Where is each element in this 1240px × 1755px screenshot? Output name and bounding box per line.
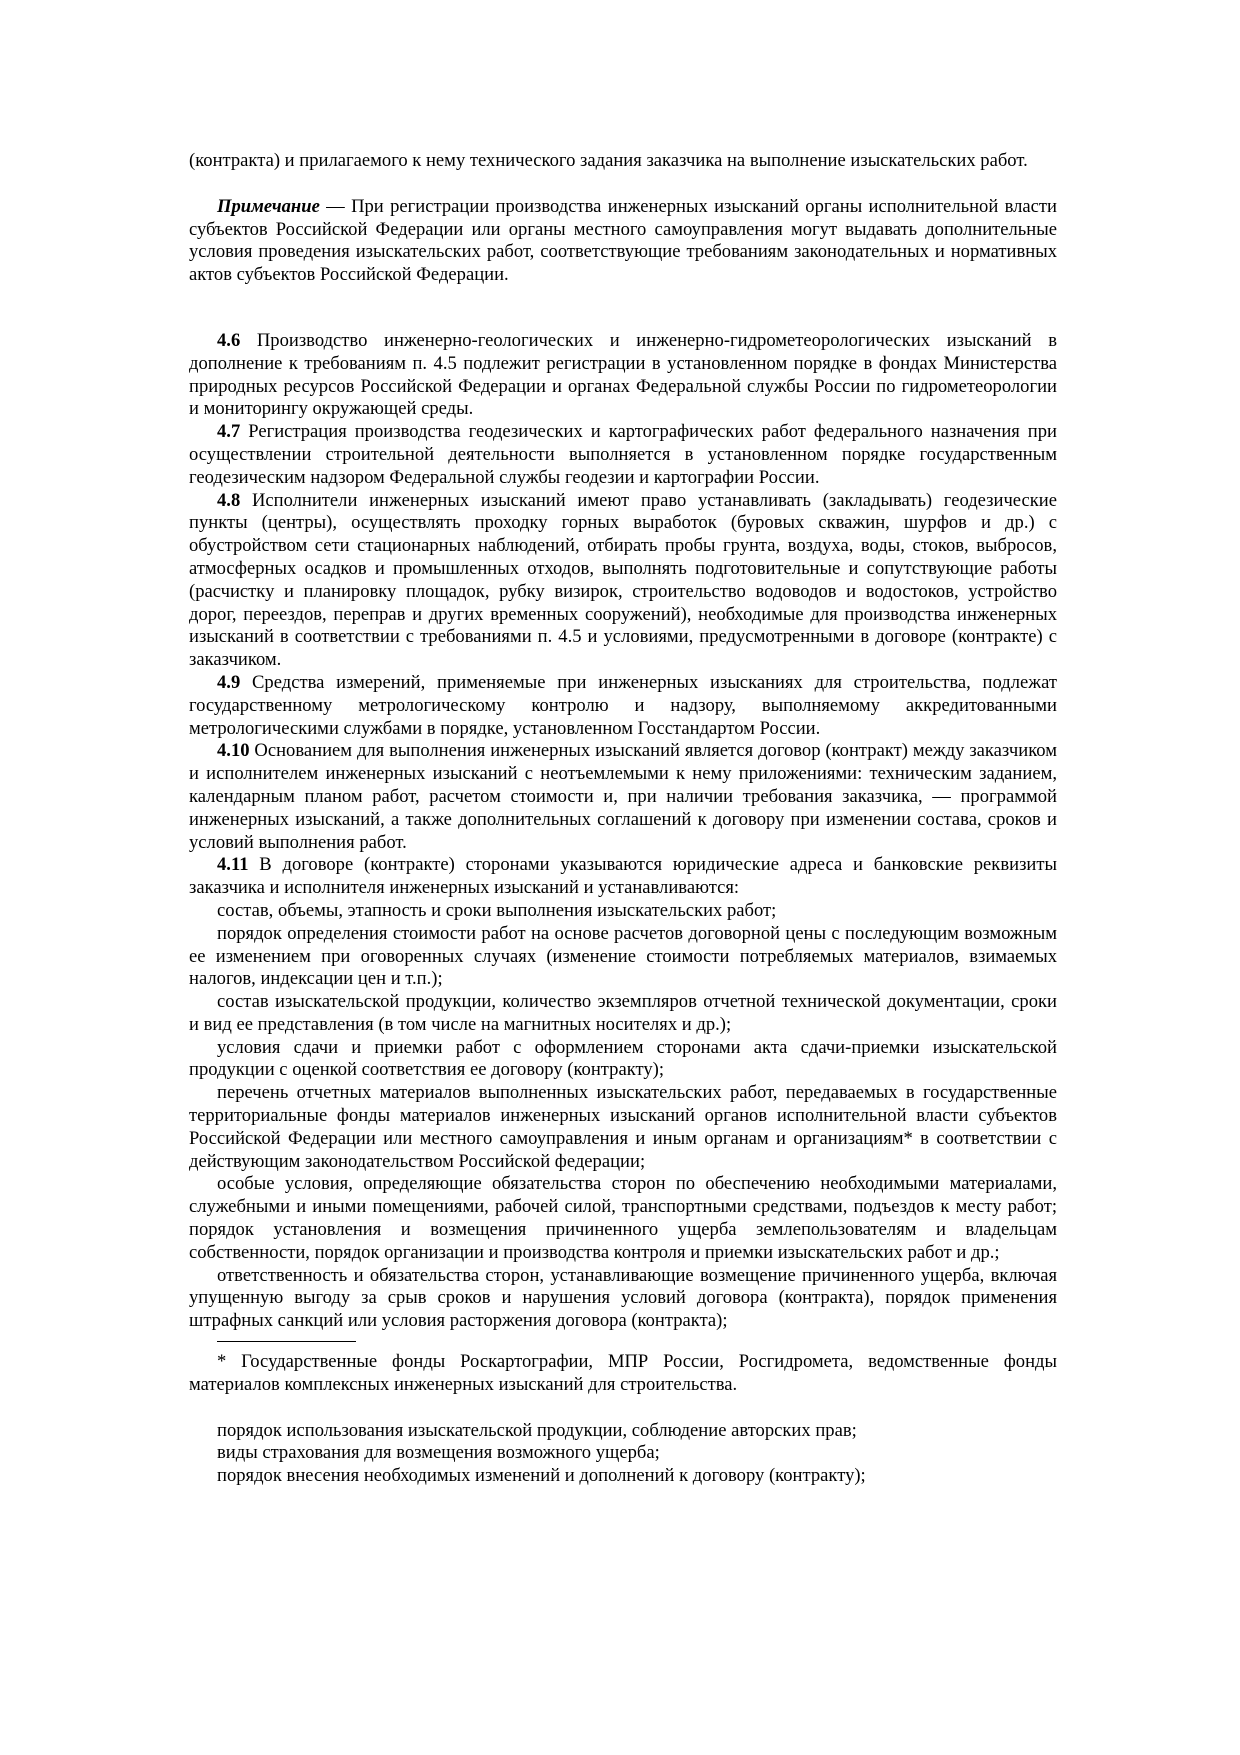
list-item: порядок определения стоимости работ на основе расчетов договорной цены с последующим возможным ее изменением при оговоренных случаях (изменение стоимости потребляемых материалов, взимаемых налогов, индексации цен и т.п.); [189,922,1057,990]
list-item: виды страхования для возмещения возможного ущерба; [217,1442,660,1464]
clause-4-8 [189,490,1057,672]
clause-4-10 [189,740,1057,854]
list-item: ответственность и обязательства сторон, устанавливающие возмещение причиненного ущерба, включая упущенную выгоду за срыв сроков и нарушения условий договора (контракта), порядок применения штрафных санкций или условия расторжения договора (контракта); [189,1264,1057,1332]
note-text: — При регистрации производства инженерных изысканий органы исполнительной власти субъектов Российской Федерации или органы местного самоуправления могут выдавать дополнительные условия проведения изыскательских работ, соответствующие требованиям законодательных и нормативных актов субъектов Российской Федерации. [189,195,1057,286]
footnote-separator [217,1341,356,1342]
list-item: порядок внесения необходимых изменений и дополнений к договору (контракту); [217,1465,866,1487]
clause-number: 4.7 [217,421,241,443]
clause-text: В договоре (контракте) сторонами указываются юридические адреса и банковские реквизиты заказчика и исполнителя инженерных изысканий и устанавливаются: [189,854,1057,899]
clause-text: Регистрация производства геодезических и картографических работ федерального назначения при осуществлении строительной деятельности выполняется в установленном порядке государственным геодезическим надзором Федеральной службы геодезии и картографии России. [189,421,1057,488]
clause-number: 4.9 [217,671,241,693]
clause-number: 4.11 [217,854,249,876]
clause-number: 4.10 [217,740,250,762]
list-item: порядок использования изыскательской продукции, соблюдение авторских прав; [217,1419,857,1441]
note-paragraph [189,196,1057,287]
list-item: состав изыскательской продукции, количество экземпляров отчетной технической документации, сроки и вид ее представления (в том числе на магнитных носителях и др.); [189,991,1057,1035]
document-page [189,150,1057,1488]
clause-4-11 [189,854,1057,900]
clause-number: 4.6 [217,329,241,351]
list-item: состав, объемы, этапность и сроки выполнения изыскательских работ; [217,899,777,921]
clause-text: Исполнители инженерных изысканий имеют право устанавливать (закладывать) геодезические пункты (центры), осуществлять проходку горных выработок (буровых скважин, шурфов и др.) с обустройством сети стационарных наблюдений, отбирать пробы грунта, воздуха, воды, стоков, выбросов, атмосферных осадков и промышленных отходов, выполнять подготовительные и сопутствующие работы (расчистку и планировку площадок, рубку визирок, строительство водоводов и водостоков, устройство дорог, переездов, переправ и других временных сооружений), необходимые для производства инженерных изысканий в соответствии с требованиями п. 4.5 и условиями, предусмотренными в договоре (контракте) с заказчиком. [189,489,1057,671]
clause-4-9 [189,672,1057,740]
footnote: * Государственные фонды Роскартографии, МПР России, Росгидромета, ведомственные фонды материалов комплексных инженерных изысканий для строительства. [189,1351,1057,1395]
clause-4-6 [189,330,1057,421]
clause-4-7 [189,421,1057,489]
list-item: перечень отчетных материалов выполненных изыскательских работ, передаваемых в государственные территориальные фонды материалов инженерных изысканий органов исполнительной власти субъектов Российской Федерации или местного самоуправления и иным органам и организациям* в соответствии с действующим законодательством Российской федерации; [189,1082,1057,1172]
clause-text: Производство инженерно-геологических и инженерно-гидрометеорологических изысканий в дополнение к требованиям п. 4.5 подлежит регистрации в установленном порядке в фондах Министерства природных ресурсов Российской Федерации и органах Федеральной службы России по гидрометеорологии и мониторингу окружающей среды. [189,329,1057,420]
note-label: Примечание [217,195,320,217]
list-item: особые условия, определяющие обязательства сторон по обеспечению необходимыми материалами, служебными и иными помещениями, рабочей силой, транспортными средствами, подъездов к месту работ; порядок установления и возмещения причиненного ущерба землепользователям и владельцам собственности, порядок организации и производства контроля и приемки изыскательских работ и др.; [189,1173,1057,1263]
list-item: условия сдачи и приемки работ с оформлением сторонами акта сдачи-приемки изыскательской продукции с оценкой соответствия ее договору (контракту); [189,1036,1057,1081]
clause-text: Средства измерений, применяемые при инженерных изысканиях для строительства, подлежат государственному метрологическому контролю и надзору, выполняемому аккредитованными метрологическими службами в порядке, установленном Госстандартом России. [189,671,1057,739]
section-spacer [189,310,1057,330]
continuation-paragraph: (контракта) и прилагаемого к нему технического задания заказчика на выполнение изыскательских работ. [189,150,1028,171]
clause-text: Основанием для выполнения инженерных изысканий является договор (контракт) между заказчиком и исполнителем инженерных изысканий с неотъемлемыми к нему приложениями: техническим заданием, календарным планом работ, расчетом стоимости и, при наличии требования заказчика, — программой инженерных изысканий, а также дополнительных соглашений к договору при изменении состава, сроков и условий выполнения работ. [189,740,1057,853]
clause-number: 4.8 [217,489,241,511]
